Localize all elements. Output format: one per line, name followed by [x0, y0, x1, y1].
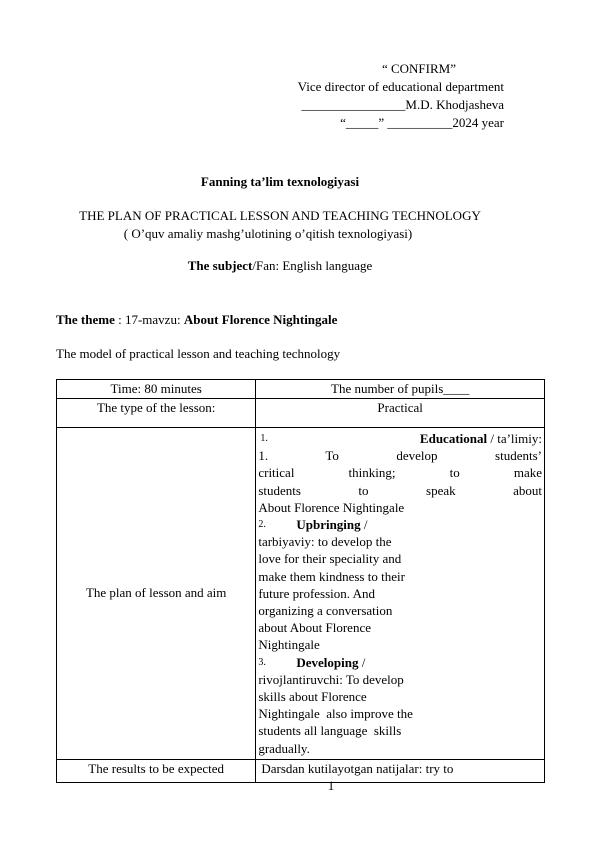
time-cell: Time: 80 minutes [57, 380, 256, 399]
results-label-cell: The results to be expected [57, 759, 256, 782]
confirm-signature-line: ________________M.D. Khodjasheva [301, 97, 504, 112]
confirm-block [298, 60, 504, 132]
aim-text-line: Nightingale also improve the [258, 706, 413, 722]
type-value-cell: Practical [256, 399, 545, 428]
table-row [57, 399, 545, 428]
aim-text-line: organizing a conversation [258, 603, 393, 619]
confirm-position: Vice director of educational department [297, 79, 504, 94]
aim-number: 1. [260, 433, 268, 444]
aim-suffix: / [358, 654, 366, 670]
table-row [57, 380, 545, 399]
aim-title: Upbringing [296, 517, 361, 533]
aim-text-line: Nightingale [258, 637, 320, 653]
aim-title-wrap [296, 516, 367, 533]
document-title: Fanning ta’lim texnologiyasi [200, 174, 360, 189]
theme-separator: : 17-mavzu: [114, 312, 184, 327]
theme-label: The theme [56, 312, 115, 327]
aim-text-line: students to speak about [258, 482, 542, 498]
plan-title: THE PLAN OF PRACTICAL LESSON AND TEACHING TECHNOLOGY [79, 208, 481, 223]
aim-text-line: 1. To develop students’ [258, 448, 542, 464]
plan-label-cell: The plan of lesson and aim [57, 428, 256, 760]
confirm-date-line: “_____” __________2024 year [340, 115, 504, 130]
subject-value: /Fan: English language [252, 258, 373, 273]
aim-text-line: critical thinking; to make [258, 465, 542, 481]
results-value-cell: Darsdan kutilayotgan natijalar: try to [256, 759, 545, 782]
confirm-heading: “ CONFIRM” [381, 61, 456, 76]
aim-text-line: rivojlantiruvchi: To develop [258, 671, 404, 687]
aim-text-line: tarbiyaviy: to develop the [258, 534, 392, 550]
lesson-table [56, 379, 545, 783]
table-row [57, 428, 545, 760]
aim-title-wrap [420, 430, 542, 447]
aim-suffix: / ta’limiy: [487, 431, 542, 446]
theme-value: About Florence Nightingale [183, 312, 338, 327]
aim-text-line: future profession. And [258, 585, 375, 601]
aim-text-line: about About Florence [258, 620, 371, 636]
aim-text-line: students all language skills [258, 723, 402, 739]
subject-label: The subject [187, 258, 253, 273]
aim-text-line: love for their speciality and [258, 551, 402, 567]
aim-title-wrap [296, 654, 365, 671]
aim-developing-head [258, 654, 542, 671]
aim-text-line: make them kindness to their [258, 568, 405, 584]
aim-upbringing-head [258, 516, 542, 533]
aim-number: 3. [258, 656, 266, 668]
aim-title: Developing [296, 654, 359, 670]
theme-line [56, 312, 337, 328]
aim-text-line: gradually. [258, 740, 310, 756]
aim-text-line: About Florence Nightingale [258, 499, 405, 515]
aim-number: 2. [258, 519, 266, 531]
aim-educational-head [260, 430, 542, 447]
page-number: 1 [327, 778, 335, 793]
aim-suffix: / [360, 517, 368, 533]
subject-line [0, 258, 560, 274]
type-label-cell: The type of the lesson: [57, 399, 256, 428]
plan-aims-cell [256, 428, 545, 760]
aim-text-line: skills about Florence [258, 689, 367, 705]
plan-subtitle: ( O’quv amaliy mashg’ulotining o’qitish texnologiyasi) [123, 226, 413, 241]
model-text: The model of practical lesson and teaching technology [56, 346, 341, 361]
pupils-cell: The number of pupils____ [256, 380, 545, 399]
aim-title: Educational [419, 431, 488, 446]
